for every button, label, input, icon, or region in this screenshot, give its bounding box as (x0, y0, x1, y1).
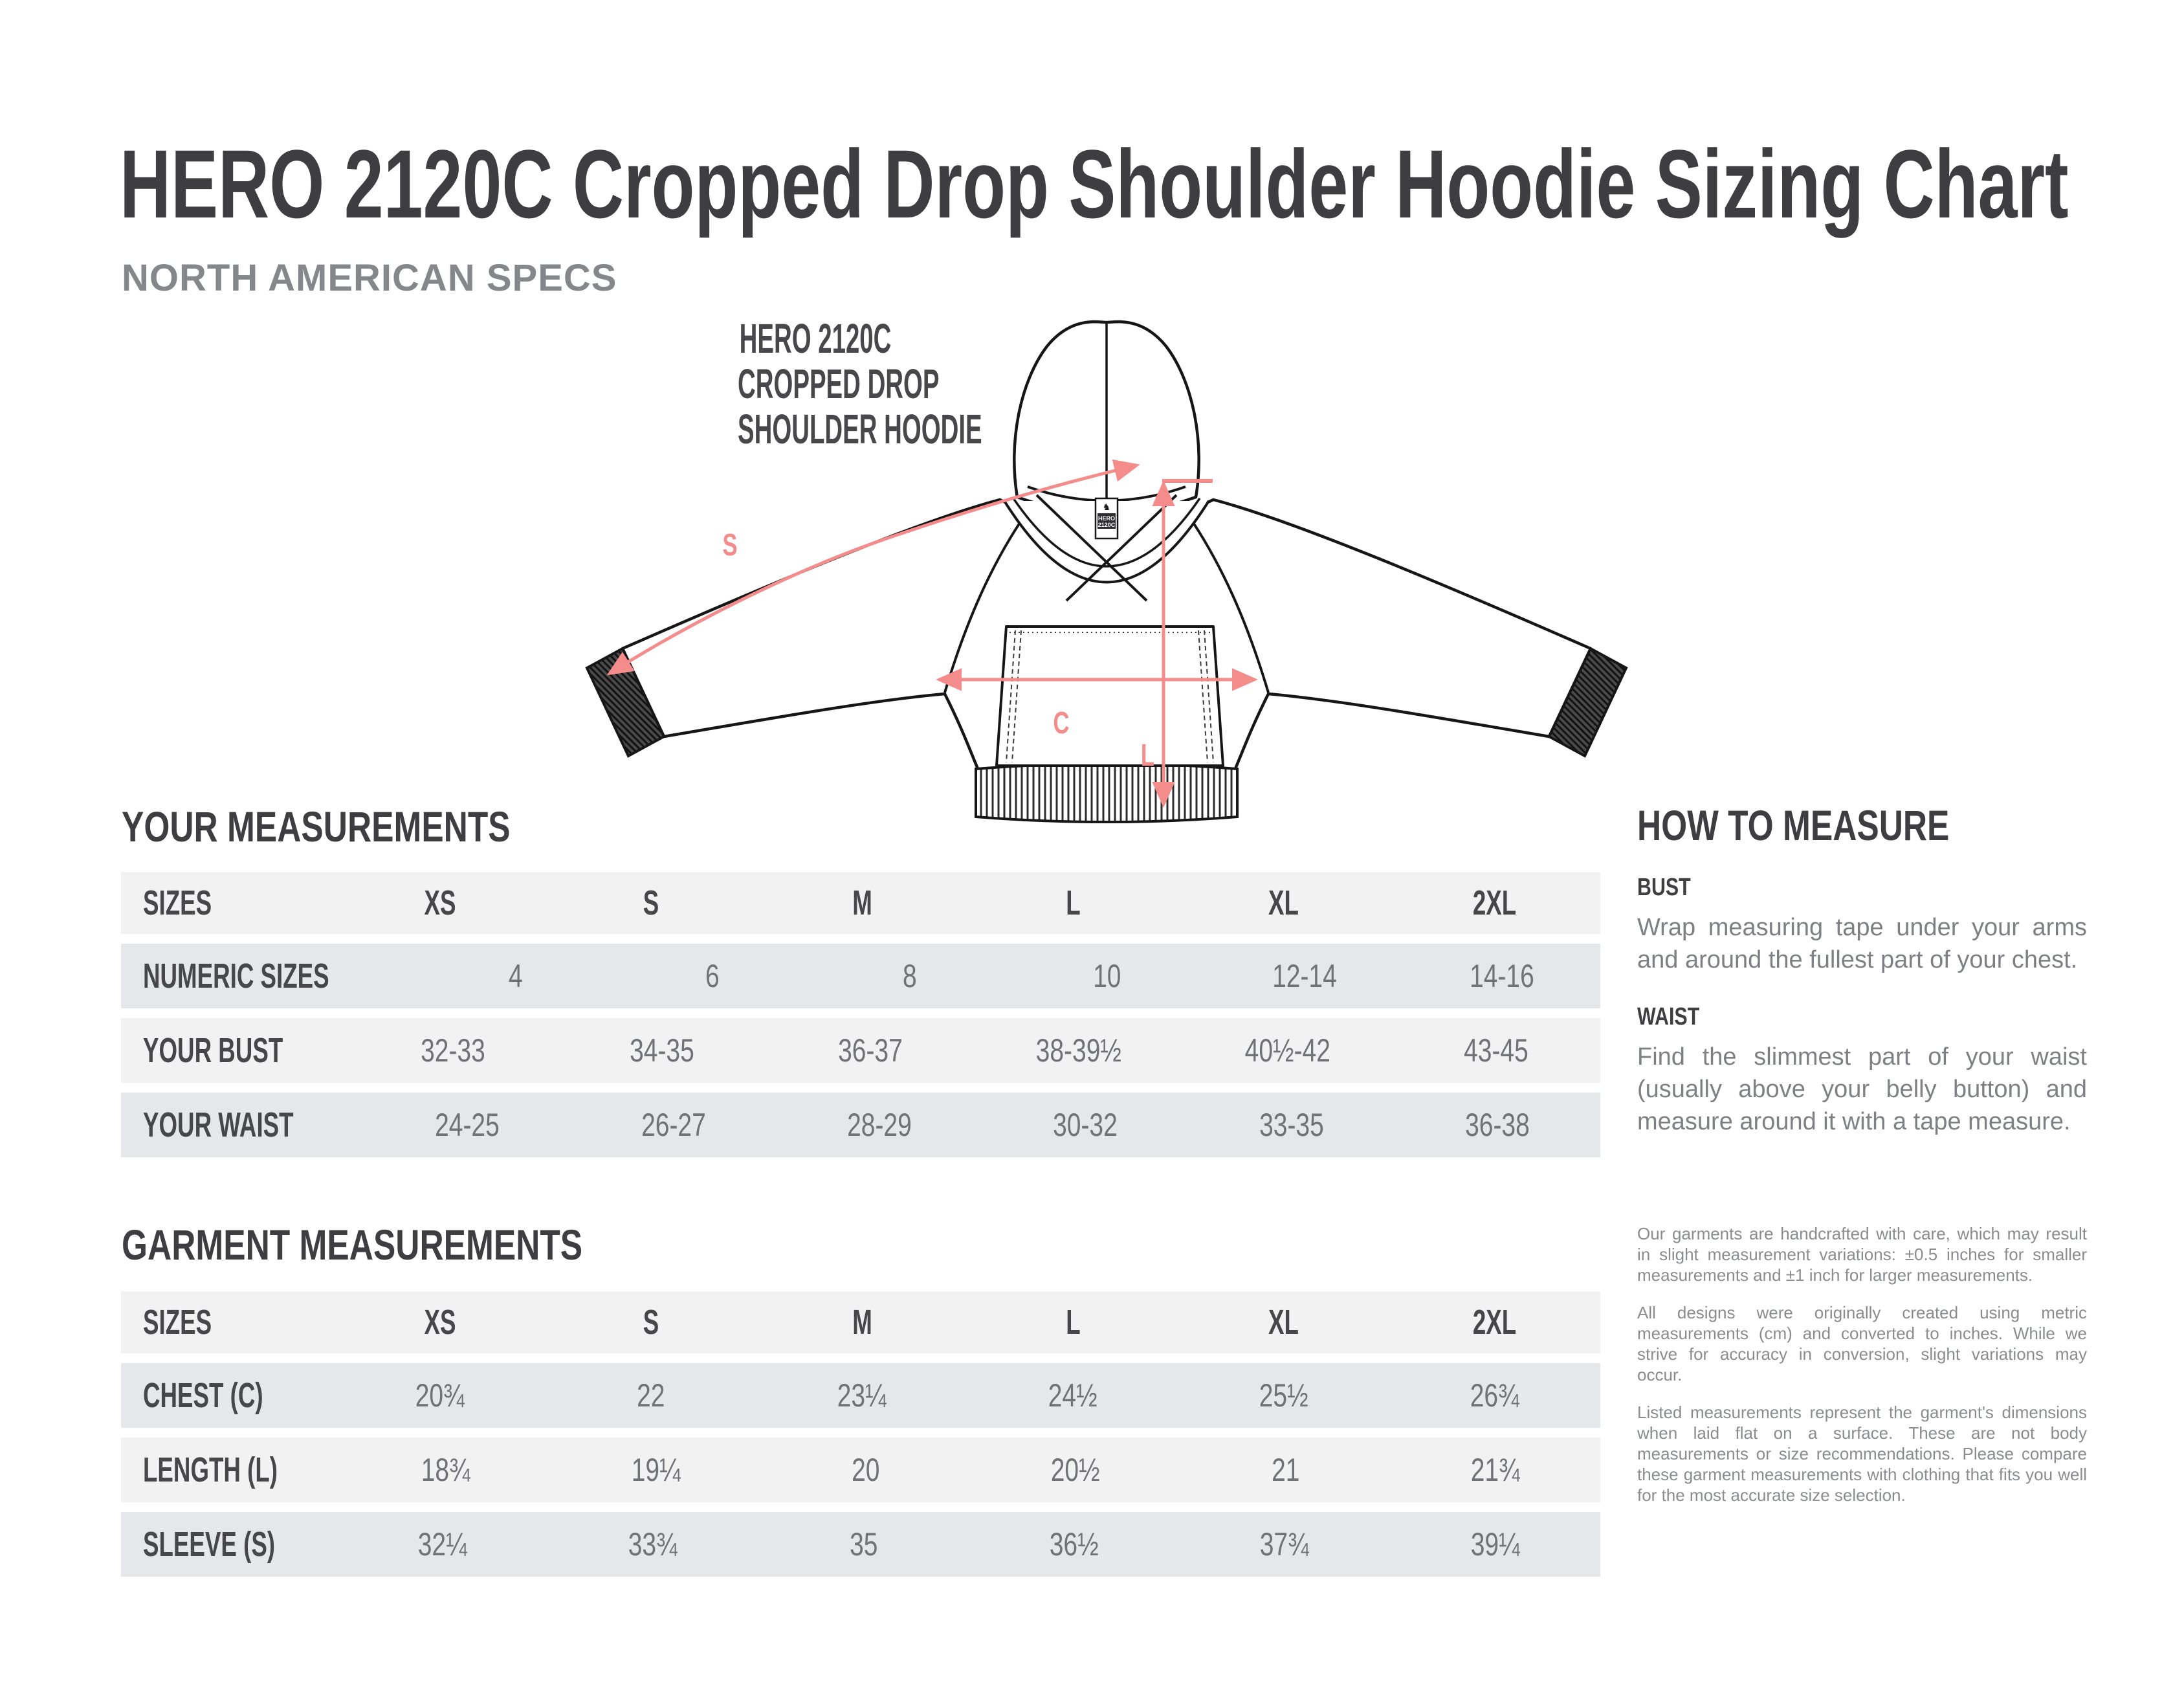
cell-value: 24-25 (435, 1107, 500, 1143)
brand-logo-icon: ♞ (1102, 502, 1111, 512)
hem-ribbing (976, 764, 1237, 822)
cell-value: 20¾ (415, 1377, 465, 1414)
column-header-cell (756, 1291, 967, 1353)
disclaimer-paragraph: All designs were originally created using metric measurements (cm) and converted to inches. While we strive for accuracy in conversion, slight variations may occur. (1637, 1303, 2087, 1384)
value-cell (1395, 1093, 1600, 1157)
value-cell (1403, 944, 1600, 1008)
row-label: NUMERIC SIZES (143, 957, 329, 995)
value-cell (1391, 1438, 1600, 1502)
row-label-cell (121, 944, 417, 1008)
value-cell (777, 1093, 982, 1157)
value-cell (761, 1438, 971, 1502)
column-header: SIZES (143, 883, 212, 922)
cell-value: 30-32 (1053, 1107, 1118, 1143)
cell-value: 4 (508, 958, 523, 994)
cell-value: 23¼ (837, 1377, 887, 1414)
value-cell (546, 1363, 756, 1428)
value-cell (811, 944, 1009, 1008)
column-header-cell (1389, 1291, 1600, 1353)
value-cell (1183, 1018, 1391, 1083)
row-label: SLEEVE (S) (143, 1525, 276, 1564)
row-label-cell (121, 1438, 341, 1502)
corner-header-cell (121, 872, 335, 934)
column-header: XS (424, 883, 456, 922)
disclaimer-paragraph: Our garments are handcrafted with care, which may result in slight measurement variations: ±0.5 inches for smaller measurements and ±1 inch for larger measurements. (1637, 1224, 2087, 1285)
column-header: L (1065, 1303, 1081, 1342)
diagram-product-label (738, 315, 982, 452)
value-cell (1390, 1512, 1600, 1577)
value-cell (971, 1438, 1180, 1502)
row-label-cell (121, 1363, 335, 1428)
cell-value: 14-16 (1469, 958, 1534, 994)
cell-value: 22 (637, 1377, 665, 1414)
cell-value: 26¾ (1470, 1377, 1519, 1414)
column-header-cell (335, 872, 546, 934)
garment-measurements-heading: GARMENT MEASUREMENTS (122, 1221, 583, 1269)
your-measurements-table (121, 872, 1600, 1157)
value-cell (547, 1512, 758, 1577)
table-header-row (121, 872, 1600, 934)
column-header: L (1065, 883, 1081, 922)
chest-arrow-label: C (1053, 705, 1070, 740)
cell-value: 18¾ (421, 1452, 471, 1488)
cell-value: 19¼ (631, 1452, 681, 1488)
neck-label-text: 2120C (1098, 522, 1116, 528)
column-header: M (852, 883, 872, 922)
cell-value: 38-39½ (1036, 1032, 1122, 1069)
column-header: SIZES (143, 1303, 212, 1342)
table-row (121, 1018, 1600, 1083)
column-header-cell (1178, 872, 1389, 934)
value-cell (557, 1018, 766, 1083)
measure-subheading: WAIST (1637, 1003, 1700, 1030)
row-label: LENGTH (L) (143, 1450, 278, 1489)
value-cell (1389, 1363, 1600, 1428)
row-label: YOUR WAIST (143, 1105, 294, 1144)
cell-value: 36-37 (837, 1032, 903, 1069)
measure-subheading: BUST (1637, 874, 1691, 901)
column-header-cell (546, 872, 756, 934)
cell-value: 35 (849, 1526, 878, 1562)
cell-value: 33¾ (628, 1526, 678, 1562)
how-to-measure-section (1637, 801, 2087, 1146)
cell-value: 10 (1093, 958, 1121, 994)
value-cell (975, 1018, 1183, 1083)
cell-value: 20½ (1051, 1452, 1101, 1488)
how-to-measure-heading: HOW TO MEASURE (1637, 801, 1950, 849)
cell-value: 12-14 (1272, 958, 1337, 994)
row-label-cell (121, 1512, 337, 1577)
row-label-cell (121, 1093, 364, 1157)
table-row (121, 1438, 1600, 1502)
column-header-cell (1389, 872, 1600, 934)
value-cell (570, 1093, 776, 1157)
value-cell (766, 1018, 975, 1083)
cell-value: 43-45 (1463, 1032, 1528, 1069)
cell-value: 21¾ (1470, 1452, 1520, 1488)
value-cell (341, 1438, 551, 1502)
value-cell (337, 1512, 547, 1577)
value-cell (969, 1512, 1179, 1577)
table-row (121, 1512, 1600, 1577)
column-header-cell (756, 872, 967, 934)
your-measurements-heading: YOUR MEASUREMENTS (122, 803, 511, 850)
cell-value: 32¼ (417, 1526, 467, 1562)
column-header: S (643, 883, 659, 922)
table-row (121, 944, 1600, 1008)
row-label: CHEST (C) (143, 1376, 263, 1415)
value-cell (551, 1438, 760, 1502)
measure-instruction-text: Find the slimmest part of your waist (usually above your belly button) and measure around it with a tape measure. (1637, 1043, 2087, 1135)
value-cell (982, 1093, 1188, 1157)
table-row (121, 1093, 1600, 1157)
kangaroo-pocket (997, 627, 1223, 766)
column-header: XL (1268, 1303, 1299, 1342)
value-cell (417, 944, 614, 1008)
value-cell (364, 1093, 570, 1157)
cell-value: 37¾ (1260, 1526, 1309, 1562)
garment-measurements-table (121, 1291, 1600, 1577)
disclaimer-notes (1637, 1223, 2087, 1522)
value-cell (349, 1018, 557, 1083)
value-cell (1188, 1093, 1394, 1157)
value-cell (1206, 944, 1403, 1008)
value-cell (614, 944, 811, 1008)
column-header: XS (424, 1303, 456, 1342)
length-arrow-label: L (1140, 737, 1154, 773)
column-header: 2XL (1473, 1303, 1517, 1342)
table-header-row (121, 1291, 1600, 1353)
value-cell (1178, 1363, 1389, 1428)
cell-value: 34-35 (629, 1032, 694, 1069)
column-header: 2XL (1473, 883, 1517, 922)
column-header-cell (546, 1291, 756, 1353)
diagram-label-line: CROPPED DROP (738, 361, 940, 407)
value-cell (758, 1512, 969, 1577)
diagram-label-line: SHOULDER HOODIE (738, 406, 982, 452)
column-header: XL (1268, 883, 1299, 922)
cell-value: 20 (852, 1452, 880, 1488)
cell-value: 36-38 (1464, 1107, 1530, 1143)
value-cell (1180, 1438, 1390, 1502)
column-header: M (852, 1303, 872, 1342)
value-cell (1179, 1512, 1389, 1577)
table-row (121, 1363, 1600, 1428)
cell-value: 25½ (1259, 1377, 1308, 1414)
column-header-cell (967, 872, 1178, 934)
page-title: HERO 2120C Cropped Drop Shoulder Hoodie Sizing Chart (120, 129, 2069, 238)
column-header-cell (967, 1291, 1178, 1353)
column-header: S (643, 1303, 659, 1342)
value-cell (1009, 944, 1206, 1008)
cell-value: 28-29 (846, 1107, 912, 1143)
measure-instructions (1637, 875, 2087, 1138)
cell-value: 6 (705, 958, 720, 994)
cell-value: 26-27 (641, 1107, 706, 1143)
column-header-cell (1178, 1291, 1389, 1353)
cell-value: 32-33 (421, 1032, 486, 1069)
value-cell (756, 1363, 967, 1428)
value-cell (335, 1363, 546, 1428)
corner-header-cell (121, 1291, 335, 1353)
cell-value: 36½ (1049, 1526, 1099, 1562)
diagram-label-line: HERO 2120C (739, 315, 892, 362)
page-subtitle: NORTH AMERICAN SPECS (122, 257, 617, 299)
neck-label-text: HERO (1098, 515, 1116, 522)
cell-value: 8 (903, 958, 917, 994)
measure-instruction-text: Wrap measuring tape under your arms and around the fullest part of your chest. (1637, 914, 2087, 973)
cell-value: 40½-42 (1244, 1032, 1330, 1069)
value-cell (1392, 1018, 1600, 1083)
cell-value: 24½ (1048, 1377, 1098, 1414)
sleeve-arrow-label: S (722, 527, 738, 562)
hoodie-diagram (582, 291, 1631, 828)
cell-value: 33-35 (1259, 1107, 1324, 1143)
cell-value: 39¼ (1470, 1526, 1520, 1562)
value-cell (967, 1363, 1178, 1428)
disclaimer-paragraph: Listed measurements represent the garment's dimensions when laid flat on a surface. These are not body measurements or size recommendations. Please compare these garment measurements with clothing that fits you well for the most accurate size selection. (1637, 1403, 2087, 1505)
column-header-cell (335, 1291, 546, 1353)
row-label-cell (121, 1018, 349, 1083)
row-label: YOUR BUST (143, 1031, 283, 1070)
cell-value: 21 (1271, 1452, 1300, 1488)
